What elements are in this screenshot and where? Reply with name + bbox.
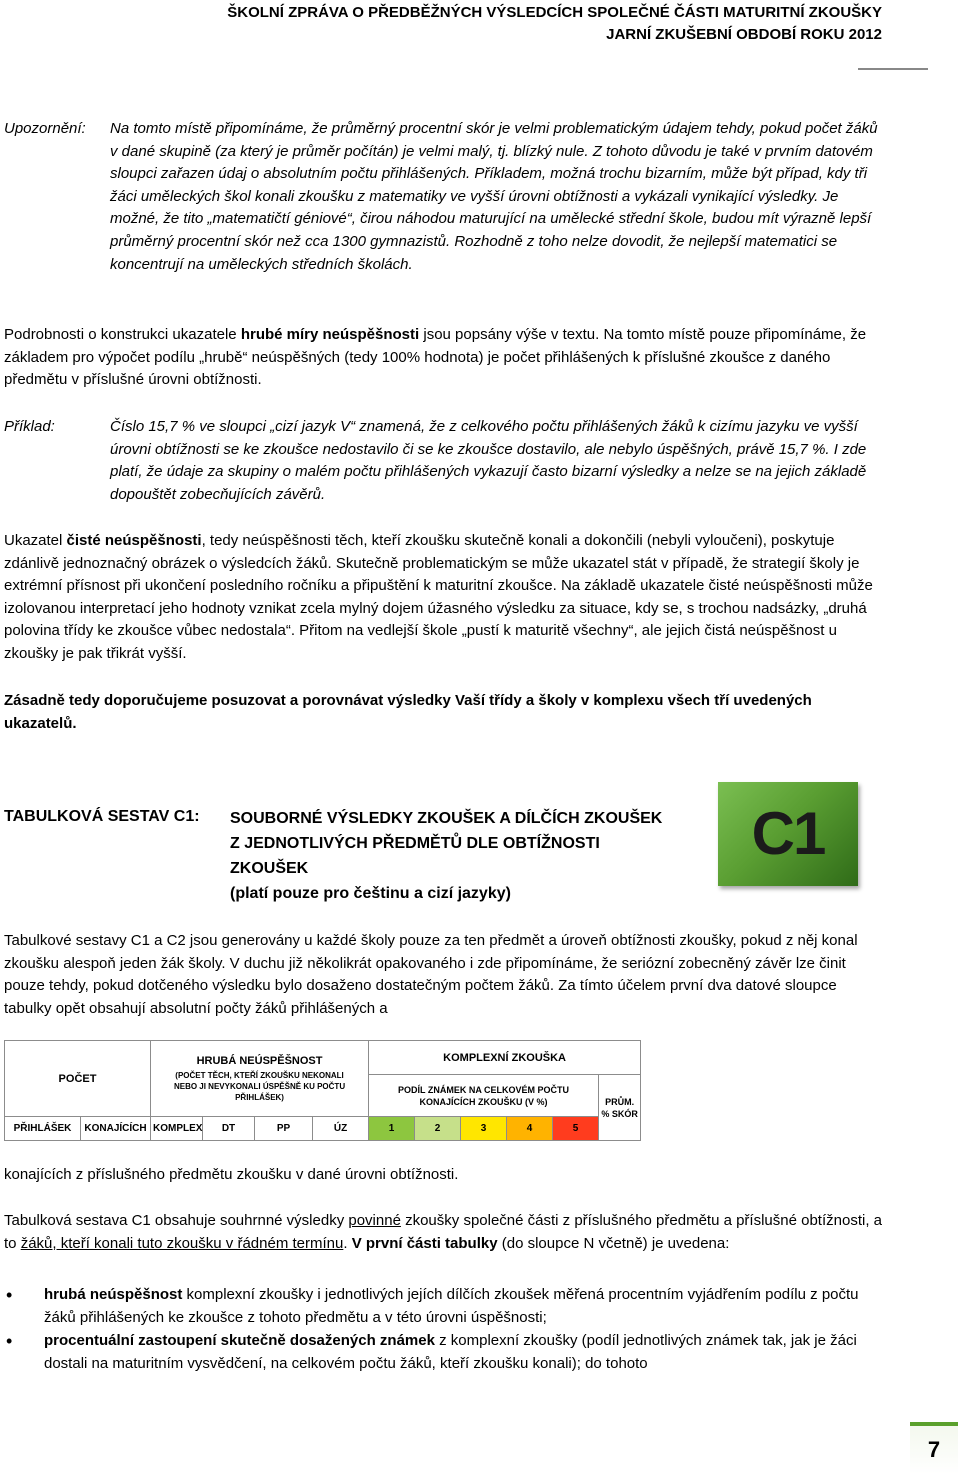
section-title-line2: Z JEDNOTLIVÝCH PŘEDMĚTŮ DLE OBTÍŽNOSTI bbox=[230, 835, 600, 852]
example-label: Příklad: bbox=[4, 418, 55, 435]
para2-bold: čisté neúspěšnosti bbox=[66, 532, 202, 549]
page-number: 7 bbox=[910, 1422, 958, 1474]
table-hruba-title: HRUBÁ NEÚSPĚŠNOST bbox=[196, 1054, 323, 1067]
table-hruba bbox=[151, 1041, 369, 1117]
col-grade-3: 3 bbox=[461, 1117, 507, 1141]
para6-t1: Tabulková sestava C1 obsahuje souhrnné výsledky bbox=[4, 1212, 349, 1229]
section-title bbox=[230, 806, 662, 906]
warning-label: Upozornění: bbox=[4, 120, 86, 137]
header-title-line2: JARNÍ ZKUŠEBNÍ OBDOBÍ ROKU 2012 bbox=[606, 26, 882, 43]
example-text: Číslo 15,7 % ve sloupci „cizí jazyk V“ znamená, že z celkového počtu přihlášených žáků k cizímu jazyku ve vyšší úrovni obtížnosti se ke zkoušce nedostavilo či se ke zkoušce dostavilo, ale nebylo úspěšných, právě 15,7 %. I zde platí, že údaje za skupiny o malém počtu přihlášených vykazují často bizarní výsledky a nelze se na jejich základě dopouštět zobecňujících závěrů. bbox=[110, 418, 867, 503]
col-komplex: KOMPLEX bbox=[151, 1117, 203, 1141]
col-pp: PP bbox=[255, 1117, 313, 1141]
col-konajicich: KONAJÍCÍCH bbox=[81, 1117, 151, 1141]
paragraph-c1-contents bbox=[4, 1210, 884, 1255]
para6-t4: (do sloupce N včetně) je uvedena: bbox=[497, 1234, 730, 1252]
para6-t3: . bbox=[343, 1234, 352, 1252]
bullet2-text: z komplexní zkoušky (podíl jednotlivých známek tak, jak je žáci dostali na maturitním vysvědčení, na celkovém počtu žáků, kteří zkoušku konali); do tohoto bbox=[44, 1332, 857, 1372]
paragraph-hruba bbox=[4, 324, 884, 392]
bullet-icon: • bbox=[6, 1331, 13, 1352]
para1-post: jsou popsány výše v textu. Na tomto místě pouze připomínáme, že základem pro výpočet podílu „hrubě“ neúspěšných (tedy 100% hodnota) je počet přihlášených k příslušné zkoušce z daného předmětu v příslušné úrovni obtížnosti. bbox=[4, 326, 867, 389]
col-uz: ÚZ bbox=[313, 1117, 369, 1141]
table-pocet: POČET bbox=[5, 1041, 151, 1117]
col-grade-1: 1 bbox=[369, 1117, 415, 1141]
section-title-line1: SOUBORNÉ VÝSLEDKY ZKOUŠEK A DÍLČÍCH ZKOUŠEK bbox=[230, 810, 663, 827]
bullet-icon: • bbox=[6, 1285, 13, 1305]
para2-post: , tedy neúspěšnosti těch, kteří zkoušku skutečně konali a dokončili (nebyli vyloučeni), poskytuje zdánlivě jednoznačný obrázek o výsledcích žáků. Skutečně problematickým se může ukazatel stát v případě, že strategií školy je extrémní přísnost při ukončení posledního ročníku a připuštění k maturitní zkoušce. Na základě ukazatele čisté neúspěšnosti může izolovanou interpretací jeho hodnoty vznikat zcela mylný dojem úžasného výsledku za situace, kdy se, s trochou nadsázky, „druhá polovina třídy ke zkoušce vůbec nedostala“. Přitom na vedlejší škole „pustí k maturitě všechny“, ale jejich čistá neúspěšnost u zkoušky je pak třikrát vyšší. bbox=[4, 532, 873, 662]
bullet1-text: komplexní zkoušky i jednotlivých jejích dílčích zkoušek měřená procentním vyjádřením podílu z počtu žáků přihlášených ke zkoušce z tohoto předmětu a v této úrovni úspěšnosti; bbox=[44, 1286, 859, 1326]
table-komplexni: KOMPLEXNÍ ZKOUŠKA bbox=[369, 1041, 641, 1075]
paragraph-konajicich: konajících z příslušného předmětu zkoušku v dané úrovni obtížnosti. bbox=[4, 1166, 459, 1183]
bullet1-bold: hrubá neúspěšnost bbox=[44, 1286, 183, 1303]
para1-bold: hrubé míry neúspěšnosti bbox=[240, 326, 420, 343]
table-podil: PODÍL ZNÁMEK NA CELKOVÉM POČTU KONAJÍCÍCH ZKOUŠKU (V %) bbox=[369, 1075, 599, 1117]
col-dt: DT bbox=[203, 1117, 255, 1141]
para6-t2: zkoušky společné části z příslušného předmětu a příslušné obtížnosti, a to bbox=[4, 1212, 883, 1252]
paragraph-recommendation: Zásadně tedy doporučujeme posuzovat a porovnávat výsledky Vaší třídy a školy v komplexu všech tří uvedených ukazatelů. bbox=[4, 692, 812, 732]
section-label: TABULKOVÁ SESTAV C1: bbox=[4, 808, 200, 825]
c1-table-header bbox=[4, 1040, 641, 1141]
paragraph-cista bbox=[4, 530, 884, 666]
table-hruba-sub: (POČET TĚCH, KTEŘÍ ZKOUŠKU NEKONALI NEBO JI NEVYKONALI ÚSPĚŠNĚ KU POČTU PŘIHLÁŠEK) bbox=[173, 1070, 346, 1102]
header-title-line1: ŠKOLNÍ ZPRÁVA O PŘEDBĚŽNÝCH VÝSLEDCÍCH SPOLEČNÉ ČÁSTI MATURITNÍ ZKOUŠKY bbox=[227, 4, 882, 21]
para6-b1: V první části tabulky bbox=[351, 1234, 498, 1252]
bullet2-bold: procentuální zastoupení skutečně dosažených známek bbox=[44, 1332, 435, 1350]
c1-badge: C1 bbox=[718, 782, 858, 886]
col-grade-5: 5 bbox=[553, 1117, 599, 1141]
bullet-list bbox=[4, 1284, 884, 1376]
col-grade-4: 4 bbox=[507, 1117, 553, 1141]
table-prum: PRŮM. % SKÓR bbox=[599, 1075, 641, 1141]
para1-pre: Podrobnosti o konstrukci ukazatele bbox=[4, 326, 241, 343]
header-divider bbox=[858, 68, 928, 70]
paragraph-generation: Tabulkové sestavy C1 a C2 jsou generovány u každé školy pouze za ten předmět a úroveň obtížnosti zkoušky, pokud z něj konal zkoušku alespoň jeden žák školy. V duchu již několikrát opakovaného i zde připomínáme, že seriózní zobecněný závěr lze činit pouze tehdy, pokud dotčeného výsledku bylo dosaženo dostatečným počtem žáků. Za tímto účelem první dva datové sloupce tabulky opět obsahují absolutní počty žáků přihlášených a bbox=[4, 932, 858, 1017]
warning-text: Na tomto místě připomínáme, že průměrný procentní skór je velmi problematickým údajem tehdy, pokud počet žáků v dané skupině (za který je průměr počítán) je velmi malý, tj. blízký nule. Z tohoto důvodu je také v prvním datovém sloupci zařazen údaj o absolutním počtu přihlášených. Příkladem, možná trochu bizarním, může být případ, kdy tři žáci uměleckých škol konali zkoušku z matematiky ve vyšší úrovni obtížnosti a vykázali vynikající výsledky. Je možné, že tito „matematičtí géniové“, čirou náhodou maturující na umělecké střední škole, budou mít výrazně lepší průměrný procentní skór než cca 1300 gymnazistů. Rozhodně z toho nelze dovodit, že nejlepší matematici se koncentrují na uměleckých středních školách. bbox=[110, 120, 878, 273]
section-title-line4: (platí pouze pro češtinu a cizí jazyky) bbox=[230, 885, 511, 902]
para6-u1: povinné bbox=[348, 1212, 401, 1229]
col-prihlasek: PŘIHLÁŠEK bbox=[5, 1117, 81, 1141]
para6-u2: žáků, kteří konali tuto zkoušku v řádném termínu bbox=[20, 1234, 344, 1252]
para2-pre: Ukazatel bbox=[4, 532, 67, 549]
list-item bbox=[4, 1330, 884, 1375]
list-item bbox=[4, 1284, 884, 1329]
section-title-line3: ZKOUŠEK bbox=[230, 860, 309, 877]
col-grade-2: 2 bbox=[415, 1117, 461, 1141]
